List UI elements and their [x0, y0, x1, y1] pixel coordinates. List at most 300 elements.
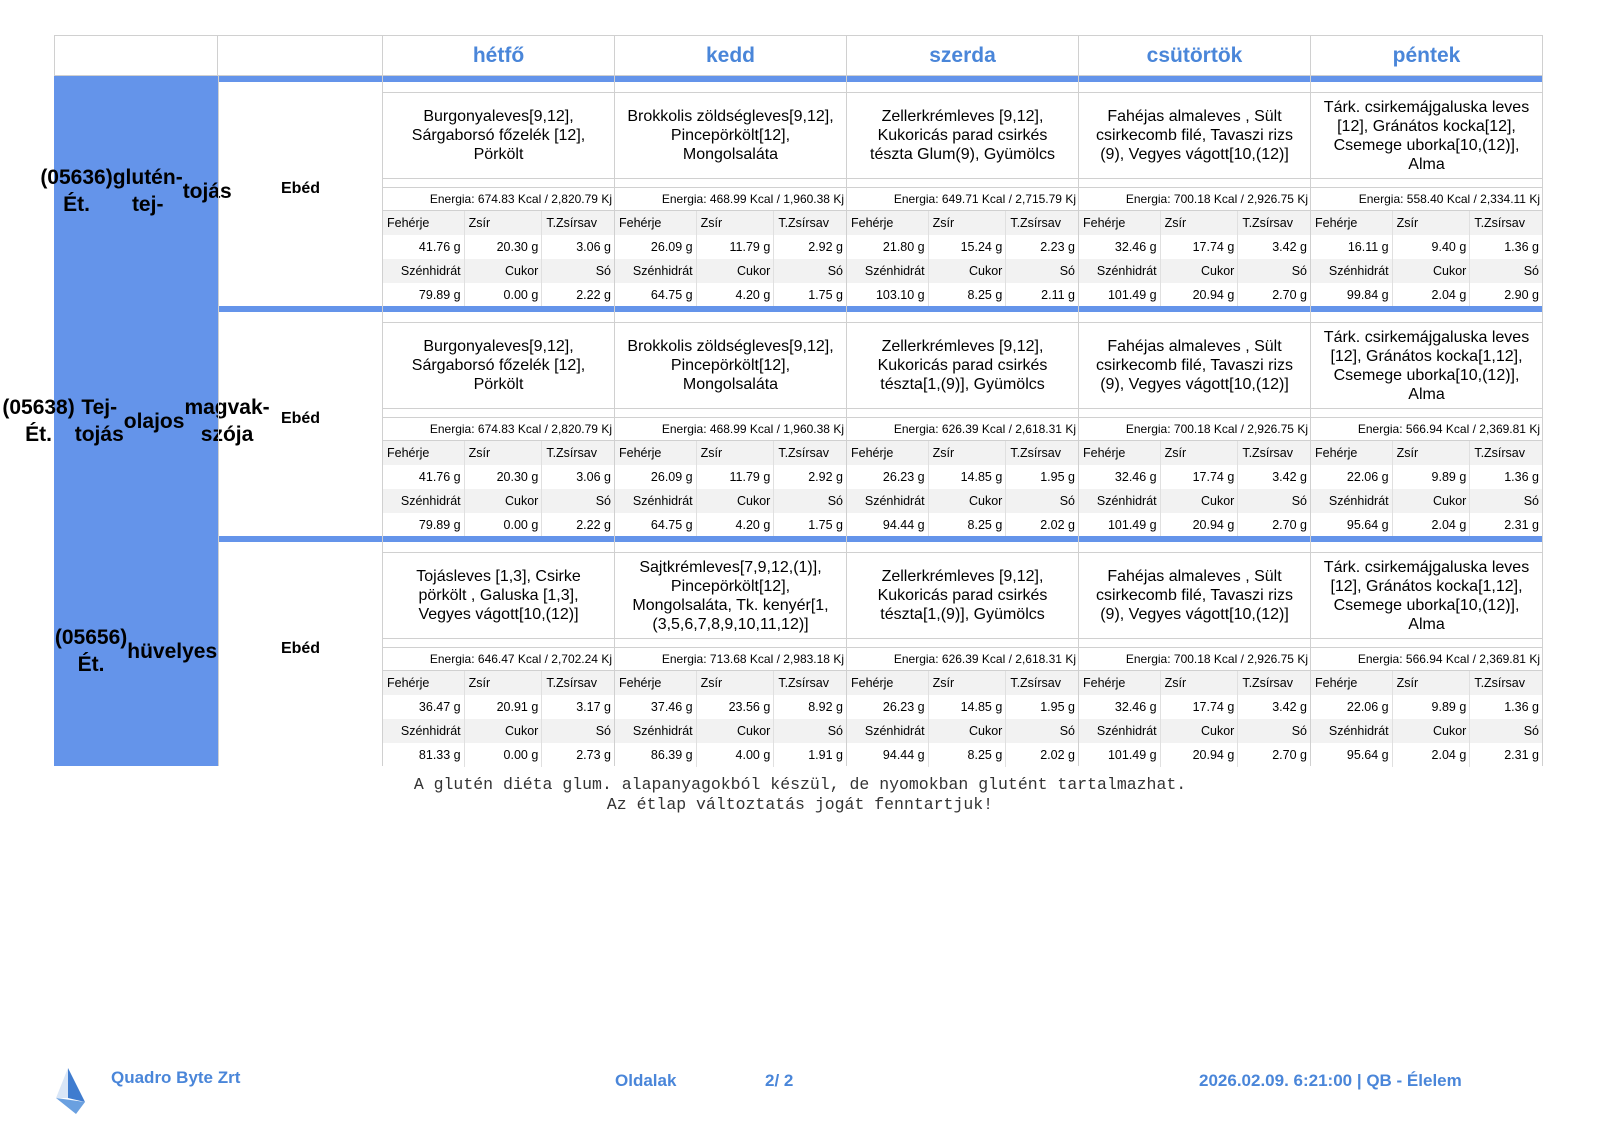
value-tzsirsav: 2.92 g — [808, 470, 843, 484]
value-so: 1.91 g — [808, 748, 843, 762]
label-feherje: Fehérje — [847, 441, 929, 465]
dish-text — [412, 107, 585, 164]
dish-description — [615, 93, 846, 179]
value-cukor: 2.04 g — [1393, 283, 1471, 307]
dish-line: Fahéjas almaleves , Sült — [1107, 108, 1282, 125]
spacer — [847, 542, 1078, 553]
value-tzsirsav: 1.36 g — [1504, 470, 1539, 484]
diet-category-line: hüvelyes — [127, 639, 218, 663]
dish-line: (3,5,6,7,8,9,10,11,12)] — [652, 615, 809, 633]
value-feherje: 22.06 g — [1311, 465, 1393, 489]
label-so: Só — [827, 264, 843, 278]
value-szenhidrat: 103.10 g — [847, 283, 929, 307]
nutrient-value-row — [847, 235, 1078, 259]
dish-line: tészta[1,(9)], Gyümölcs — [880, 376, 1045, 393]
meal-label: Ebéd — [280, 640, 321, 657]
label-szenhidrat: Szénhidrát — [383, 259, 465, 283]
value-feherje: 32.46 g — [1079, 235, 1161, 259]
label-so: Só — [1059, 724, 1075, 738]
dish-line: Tárk. csirkemájgaluska leves — [1323, 98, 1530, 116]
diet-block — [54, 536, 1545, 766]
diet-category-line: tojás — [182, 179, 232, 203]
label-cukor: Cukor — [929, 489, 1007, 513]
value-so: 2.22 g — [576, 288, 611, 302]
day-cell — [615, 536, 847, 766]
label-tzsirsav: T.Zsírsav — [1242, 216, 1294, 230]
dish-text — [1096, 107, 1293, 164]
value-szenhidrat: 64.75 g — [615, 513, 697, 537]
nutrient-label-row — [615, 441, 846, 465]
label-feherje: Fehérje — [615, 211, 697, 235]
dish-text — [870, 107, 1055, 164]
nutrient-label-row — [1079, 441, 1310, 465]
dish-description — [1311, 323, 1542, 409]
value-zsir: 11.79 g — [697, 465, 775, 489]
day-cell — [847, 536, 1079, 766]
dish-description — [847, 553, 1078, 639]
value-zsir: 14.85 g — [929, 695, 1007, 719]
day-cell — [615, 306, 847, 536]
nutrient-value-row — [615, 695, 846, 719]
dish-description — [615, 553, 846, 639]
spacer — [1311, 179, 1542, 188]
spacer — [615, 312, 846, 323]
dish-line: Burgonyaleves[9,12], — [423, 108, 574, 125]
dish-line: Pörkölt — [473, 146, 524, 163]
day-cell — [847, 306, 1079, 536]
value-cukor: 4.20 g — [697, 283, 775, 307]
dish-text — [627, 337, 833, 394]
value-szenhidrat: 79.89 g — [383, 513, 465, 537]
value-feherje: 41.76 g — [383, 465, 465, 489]
dish-text — [878, 567, 1048, 624]
value-szenhidrat: 86.39 g — [615, 743, 697, 767]
label-cukor: Cukor — [1161, 719, 1239, 743]
header-day-tuesday: kedd — [615, 35, 847, 76]
label-tzsirsav: T.Zsírsav — [1474, 446, 1526, 460]
diet-category-line: (05638) Ét. — [2, 396, 75, 446]
value-cukor: 20.94 g — [1161, 743, 1239, 767]
value-tzsirsav: 3.06 g — [576, 470, 611, 484]
spacer — [383, 409, 614, 418]
nutrient-value-row — [383, 695, 614, 719]
dish-line: (9), Vegyes vágott[10,(12)] — [1100, 146, 1289, 163]
dish-line: Alma — [1408, 385, 1445, 403]
label-zsir: Zsír — [1161, 441, 1239, 465]
value-so: 2.31 g — [1504, 748, 1539, 762]
dish-text — [412, 337, 585, 394]
value-so: 1.75 g — [808, 518, 843, 532]
value-feherje: 16.11 g — [1311, 235, 1393, 259]
diet-category — [54, 536, 218, 766]
value-tzsirsav: 1.95 g — [1040, 470, 1075, 484]
nutrient-value-row — [615, 513, 846, 537]
label-tzsirsav: T.Zsírsav — [778, 676, 830, 690]
diet-category-line: glutén-tej- — [112, 166, 183, 216]
day-cell — [847, 76, 1079, 306]
value-feherje: 26.23 g — [847, 695, 929, 719]
label-zsir: Zsír — [1161, 671, 1239, 695]
nutrient-value-row — [1311, 283, 1542, 307]
label-so: Só — [595, 264, 611, 278]
header-day-thursday: csütörtök — [1079, 35, 1311, 76]
label-tzsirsav: T.Zsírsav — [546, 216, 598, 230]
label-feherje: Fehérje — [615, 441, 697, 465]
dish-text — [1096, 337, 1293, 394]
nutrient-label-row — [847, 671, 1078, 695]
label-feherje: Fehérje — [847, 211, 929, 235]
diet-category — [2, 306, 270, 536]
label-tzsirsav: T.Zsírsav — [1474, 676, 1526, 690]
disclaimer-note — [0, 775, 1600, 815]
label-tzsirsav: T.Zsírsav — [1242, 446, 1294, 460]
nutrient-value-row — [847, 513, 1078, 537]
label-tzsirsav: T.Zsírsav — [546, 446, 598, 460]
diet-block — [2, 306, 1545, 536]
label-so: Só — [827, 494, 843, 508]
label-szenhidrat: Szénhidrát — [1311, 489, 1393, 513]
dish-text — [878, 337, 1048, 394]
value-szenhidrat: 101.49 g — [1079, 513, 1161, 537]
value-so: 2.70 g — [1272, 288, 1307, 302]
value-szenhidrat: 81.33 g — [383, 743, 465, 767]
value-zsir: 20.91 g — [465, 695, 543, 719]
label-feherje: Fehérje — [847, 671, 929, 695]
spacer — [847, 409, 1078, 418]
dish-line: pörkölt , Galuska [1,3], — [418, 587, 579, 604]
value-szenhidrat: 95.64 g — [1311, 513, 1393, 537]
nutrient-label-row — [847, 211, 1078, 235]
nutrient-label-row — [615, 211, 846, 235]
value-feherje: 32.46 g — [1079, 465, 1161, 489]
nutrient-label-row — [383, 489, 614, 513]
spacer — [1311, 542, 1542, 553]
dish-line: [12], Gránátos kocka[12], — [1337, 117, 1516, 135]
nutrient-value-row — [847, 743, 1078, 767]
energy-value: Energia: 468.99 Kcal / 1,960.38 Kj — [615, 418, 846, 441]
dish-description — [1311, 553, 1542, 639]
nutrient-value-row — [1311, 513, 1542, 537]
value-zsir: 9.40 g — [1393, 235, 1471, 259]
menu-table — [2, 35, 1545, 766]
value-szenhidrat: 95.64 g — [1311, 743, 1393, 767]
day-cell — [1311, 536, 1543, 766]
energy-value: Energia: 700.18 Kcal / 2,926.75 Kj — [1079, 188, 1310, 211]
value-szenhidrat: 94.44 g — [847, 513, 929, 537]
nutrient-label-row — [1079, 259, 1310, 283]
spacer — [615, 409, 846, 418]
value-szenhidrat: 79.89 g — [383, 283, 465, 307]
value-feherje: 26.09 g — [615, 235, 697, 259]
value-tzsirsav: 8.92 g — [808, 700, 843, 714]
label-so: Só — [1291, 724, 1307, 738]
nutrient-label-row — [383, 259, 614, 283]
label-szenhidrat: Szénhidrát — [847, 719, 929, 743]
dish-description — [1079, 553, 1310, 639]
value-zsir: 9.89 g — [1393, 465, 1471, 489]
label-zsir: Zsír — [1393, 211, 1471, 235]
energy-value: Energia: 674.83 Kcal / 2,820.79 Kj — [383, 418, 614, 441]
value-so: 2.02 g — [1040, 518, 1075, 532]
dish-line: Csemege uborka[10,(12)], — [1333, 136, 1520, 154]
nutrient-label-row — [1079, 489, 1310, 513]
diet-category-line: Tej-tojás — [74, 396, 124, 446]
label-feherje: Fehérje — [383, 671, 465, 695]
dish-description — [847, 93, 1078, 179]
value-feherje: 36.47 g — [383, 695, 465, 719]
nutrient-label-row — [1311, 719, 1542, 743]
value-zsir: 9.89 g — [1393, 695, 1471, 719]
dish-line: Fahéjas almaleves , Sült — [1107, 338, 1282, 355]
label-zsir: Zsír — [1161, 211, 1239, 235]
label-szenhidrat: Szénhidrát — [1079, 719, 1161, 743]
label-szenhidrat: Szénhidrát — [615, 719, 697, 743]
dish-description — [1079, 93, 1310, 179]
note-line: A glutén diéta glum. alapanyagokból készül, de nyomokban glutént tartalmazhat. — [413, 775, 1187, 794]
value-so: 2.70 g — [1272, 748, 1307, 762]
spacer — [847, 82, 1078, 93]
label-so: Só — [595, 494, 611, 508]
dish-text — [1324, 328, 1529, 404]
label-tzsirsav: T.Zsírsav — [778, 446, 830, 460]
sail-logo-icon — [54, 1068, 88, 1114]
dish-line: Sajtkrémleves[7,9,12,(1)], — [639, 558, 822, 576]
energy-value: Energia: 626.39 Kcal / 2,618.31 Kj — [847, 418, 1078, 441]
label-zsir: Zsír — [465, 441, 543, 465]
nutrient-label-row — [615, 671, 846, 695]
value-feherje: 41.76 g — [383, 235, 465, 259]
dish-line: Tárk. csirkemájgaluska leves — [1323, 328, 1530, 346]
value-tzsirsav: 3.42 g — [1272, 700, 1307, 714]
label-so: Só — [827, 724, 843, 738]
dish-line: (9), Vegyes vágott[10,(12)] — [1100, 376, 1289, 393]
nutrient-label-row — [383, 441, 614, 465]
label-zsir: Zsír — [929, 441, 1007, 465]
label-feherje: Fehérje — [1079, 441, 1161, 465]
label-so: Só — [1291, 494, 1307, 508]
nutrient-value-row — [1311, 465, 1542, 489]
nutrient-value-row — [1311, 235, 1542, 259]
spacer — [1079, 82, 1310, 93]
value-so: 2.73 g — [576, 748, 611, 762]
nutrient-value-row — [1311, 743, 1542, 767]
value-feherje: 37.46 g — [615, 695, 697, 719]
label-tzsirsav: T.Zsírsav — [1474, 216, 1526, 230]
nutrient-value-row — [1079, 743, 1310, 767]
pages-label: Oldalak — [615, 1071, 677, 1090]
diet-category-line: magvak-szója — [184, 396, 270, 446]
value-szenhidrat: 101.49 g — [1079, 283, 1161, 307]
day-cell — [1311, 76, 1543, 306]
energy-value: Energia: 566.94 Kcal / 2,369.81 Kj — [1311, 648, 1542, 671]
value-cukor: 0.00 g — [465, 743, 543, 767]
dish-line: Zellerkrémleves [9,12], — [881, 338, 1044, 355]
dish-line: Csemege uborka[10,(12)], — [1333, 596, 1520, 614]
label-szenhidrat: Szénhidrát — [1079, 259, 1161, 283]
spacer — [383, 542, 614, 553]
dish-line: Mongolsaláta — [682, 376, 779, 393]
label-cukor: Cukor — [465, 719, 543, 743]
label-feherje: Fehérje — [1311, 441, 1393, 465]
nutrient-value-row — [383, 235, 614, 259]
diet-category-line: olajos — [123, 409, 185, 433]
value-so: 2.11 g — [1041, 288, 1075, 302]
value-so: 2.22 g — [576, 518, 611, 532]
page-number: 2/ 2 — [765, 1071, 794, 1090]
label-cukor: Cukor — [929, 259, 1007, 283]
dish-line: Sárgaborsó főzelék [12], — [411, 127, 586, 144]
value-zsir: 23.56 g — [697, 695, 775, 719]
energy-value: Energia: 558.40 Kcal / 2,334.11 Kj — [1311, 188, 1542, 211]
spacer — [1311, 82, 1542, 93]
nutrient-label-row — [615, 489, 846, 513]
nutrient-value-row — [1079, 235, 1310, 259]
value-zsir: 17.74 g — [1161, 465, 1239, 489]
label-cukor: Cukor — [697, 719, 775, 743]
label-feherje: Fehérje — [1079, 671, 1161, 695]
meal-cell — [218, 536, 383, 766]
label-tzsirsav: T.Zsírsav — [1010, 446, 1062, 460]
header-day-wednesday: szerda — [847, 35, 1079, 76]
print-timestamp: 2026.02.09. 6:21:00 | QB - Élelem — [1199, 1071, 1462, 1090]
label-tzsirsav: T.Zsírsav — [778, 216, 830, 230]
value-so: 2.70 g — [1272, 518, 1307, 532]
value-feherje: 32.46 g — [1079, 695, 1161, 719]
energy-value: Energia: 700.18 Kcal / 2,926.75 Kj — [1079, 648, 1310, 671]
label-zsir: Zsír — [697, 671, 775, 695]
company-name: Quadro Byte Zrt — [111, 1068, 241, 1087]
dish-line: Brokkolis zöldségleves[9,12], — [627, 338, 834, 355]
nutrient-value-row — [1079, 465, 1310, 489]
label-tzsirsav: T.Zsírsav — [1010, 216, 1062, 230]
diet-block — [40, 76, 1545, 306]
label-feherje: Fehérje — [1079, 211, 1161, 235]
label-szenhidrat: Szénhidrát — [615, 489, 697, 513]
label-zsir: Zsír — [465, 211, 543, 235]
value-cukor: 2.04 g — [1393, 743, 1471, 767]
spacer — [1079, 409, 1310, 418]
label-so: Só — [1291, 264, 1307, 278]
dish-line: Pincepörkölt[12], — [670, 577, 791, 595]
energy-value: Energia: 674.83 Kcal / 2,820.79 Kj — [383, 188, 614, 211]
day-cell — [383, 76, 615, 306]
label-cukor: Cukor — [929, 719, 1007, 743]
dish-description — [1079, 323, 1310, 409]
spacer — [1079, 312, 1310, 323]
spacer — [847, 179, 1078, 188]
spacer — [615, 542, 846, 553]
value-cukor: 4.20 g — [697, 513, 775, 537]
energy-value: Energia: 566.94 Kcal / 2,369.81 Kj — [1311, 418, 1542, 441]
dish-line: Csemege uborka[10,(12)], — [1333, 366, 1520, 384]
label-so: Só — [1523, 264, 1539, 278]
nutrient-value-row — [615, 283, 846, 307]
value-so: 2.31 g — [1504, 518, 1539, 532]
spacer — [615, 179, 846, 188]
diet-category-line: (05636) Ét. — [40, 166, 113, 216]
label-cukor: Cukor — [697, 489, 775, 513]
label-cukor: Cukor — [465, 489, 543, 513]
nutrient-value-row — [383, 743, 614, 767]
energy-value: Energia: 646.47 Kcal / 2,702.24 Kj — [383, 648, 614, 671]
dish-line: csirkecomb filé, Tavaszi rizs — [1095, 357, 1294, 374]
dish-line: Vegyes vágott[10,(12)] — [418, 606, 579, 623]
meal-label: Ebéd — [280, 180, 321, 197]
value-feherje: 21.80 g — [847, 235, 929, 259]
value-cukor: 8.25 g — [929, 743, 1007, 767]
dish-line: csirkecomb filé, Tavaszi rizs — [1095, 587, 1294, 604]
note-line: Az étlap változtatás jogát fenntartjuk! — [606, 795, 994, 814]
dish-text — [632, 558, 828, 634]
value-cukor: 4.00 g — [697, 743, 775, 767]
spacer — [383, 82, 614, 93]
diet-category — [40, 76, 232, 306]
label-feherje: Fehérje — [615, 671, 697, 695]
dish-line: tészta Glum(9), Gyümölcs — [870, 146, 1055, 163]
label-so: Só — [1523, 724, 1539, 738]
nutrient-label-row — [1311, 441, 1542, 465]
value-cukor: 0.00 g — [465, 513, 543, 537]
dish-line: Tárk. csirkemájgaluska leves — [1323, 558, 1530, 576]
value-tzsirsav: 1.95 g — [1040, 700, 1075, 714]
value-tzsirsav: 3.06 g — [576, 240, 611, 254]
label-szenhidrat: Szénhidrát — [1311, 719, 1393, 743]
spacer — [1311, 639, 1542, 648]
label-szenhidrat: Szénhidrát — [1311, 259, 1393, 283]
dish-line: Zellerkrémleves [9,12], — [881, 568, 1044, 585]
label-zsir: Zsír — [697, 441, 775, 465]
diet-blocks — [2, 76, 1545, 766]
nutrient-label-row — [615, 719, 846, 743]
nutrient-value-row — [847, 465, 1078, 489]
value-tzsirsav: 3.42 g — [1272, 240, 1307, 254]
dish-description — [383, 323, 614, 409]
dish-line: Burgonyaleves[9,12], — [423, 338, 574, 355]
value-tzsirsav: 3.42 g — [1272, 470, 1307, 484]
spacer — [1079, 639, 1310, 648]
label-so: Só — [595, 724, 611, 738]
day-cell — [383, 306, 615, 536]
dish-line: Sárgaborsó főzelék [12], — [411, 357, 586, 374]
nutrient-value-row — [1311, 695, 1542, 719]
value-so: 1.75 g — [808, 288, 843, 302]
nutrient-label-row — [1079, 671, 1310, 695]
value-cukor: 8.25 g — [929, 513, 1007, 537]
dish-description — [615, 323, 846, 409]
value-zsir: 20.30 g — [465, 465, 543, 489]
spacer — [847, 312, 1078, 323]
nutrient-label-row — [847, 719, 1078, 743]
label-zsir: Zsír — [1393, 441, 1471, 465]
value-feherje: 22.06 g — [1311, 695, 1393, 719]
dish-line: Pörkölt — [473, 376, 524, 393]
nutrient-label-row — [847, 441, 1078, 465]
label-zsir: Zsír — [465, 671, 543, 695]
value-tzsirsav: 1.36 g — [1504, 240, 1539, 254]
label-cukor: Cukor — [1393, 719, 1471, 743]
label-cukor: Cukor — [465, 259, 543, 283]
spacer — [383, 312, 614, 323]
value-so: 2.02 g — [1040, 748, 1075, 762]
nutrient-value-row — [1079, 513, 1310, 537]
meal-label: Ebéd — [280, 410, 321, 427]
value-szenhidrat: 101.49 g — [1079, 743, 1161, 767]
label-so: Só — [1059, 264, 1075, 278]
day-cell — [383, 536, 615, 766]
dish-line: Mongolsaláta — [682, 146, 779, 163]
value-tzsirsav: 3.17 g — [576, 700, 611, 714]
label-feherje: Fehérje — [383, 211, 465, 235]
